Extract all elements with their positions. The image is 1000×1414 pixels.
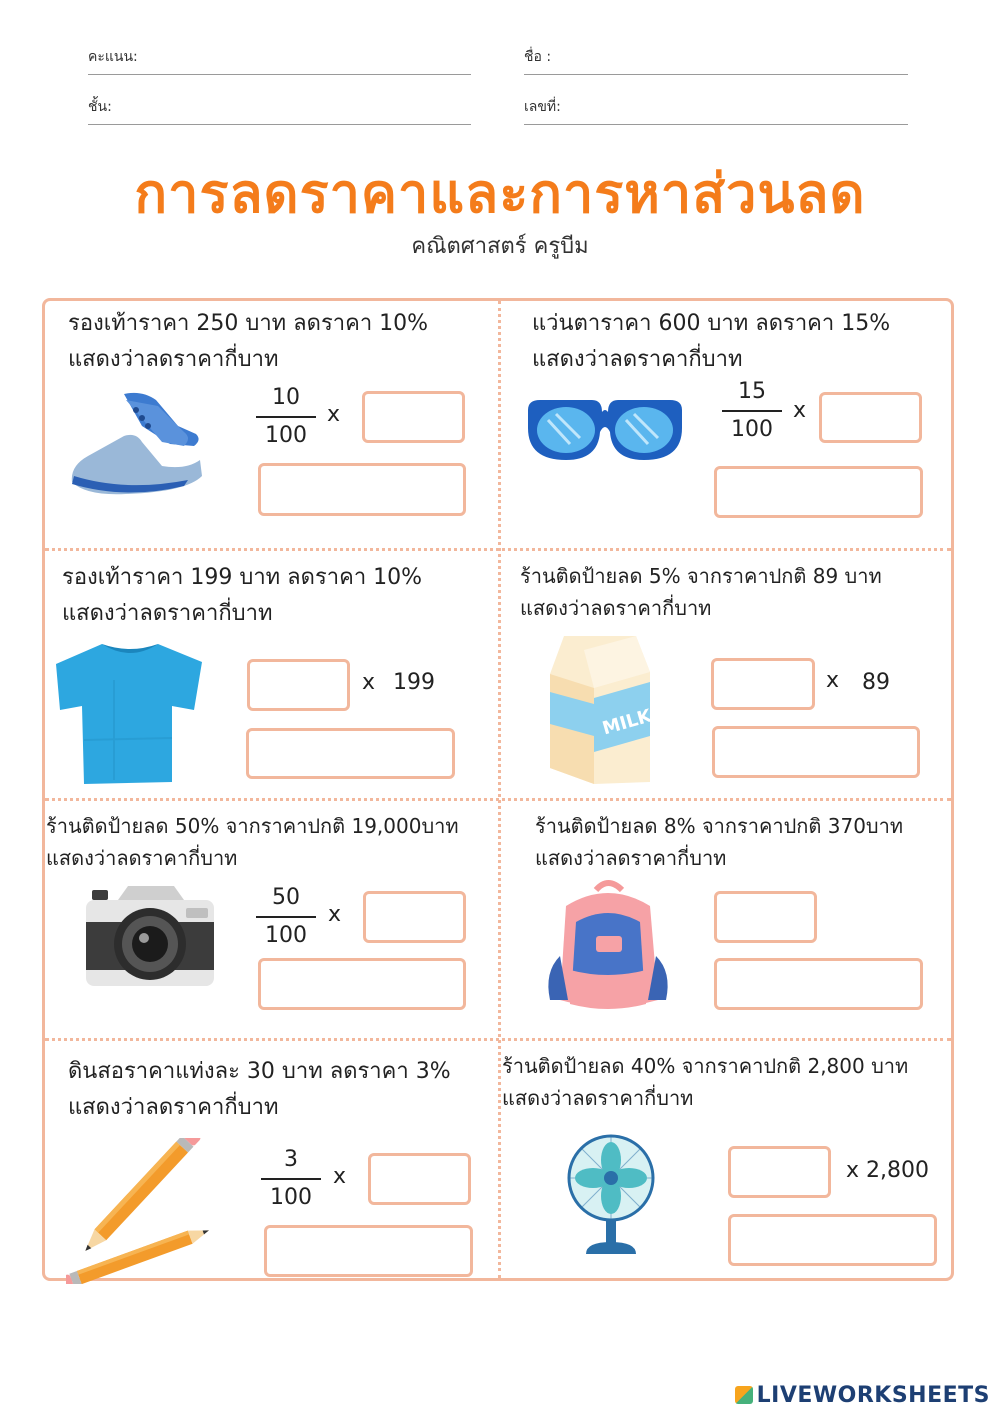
row-divider-3 [45,1038,951,1041]
problem-1-answer-box-a[interactable] [362,391,465,443]
problem-8-text: ร้านติดป้ายลด 40% จากราคาปกติ 2,800 บาท แสดงว่าลดราคากี่บาท [502,1054,909,1110]
score-line[interactable] [88,74,471,75]
score-label: คะแนน: [88,49,138,65]
row-divider-1 [45,548,951,551]
problem-1-answer-box-b[interactable] [258,463,466,516]
problem-3-times: x [362,670,376,695]
problem-6-text: ร้านติดป้ายลด 8% จากราคาปกติ 370บาท แสดงว่าลดราคากี่บาท [535,814,904,870]
problem-6-answer-box-b[interactable] [714,958,923,1010]
sunglasses-icon [526,398,684,464]
problem-3-answer-box-a[interactable] [247,659,350,711]
fan-icon [566,1134,656,1256]
milk-carton-icon: MILK [544,632,656,786]
problem-2-answer-box-a[interactable] [819,392,922,443]
brand-mark-icon [735,1386,753,1404]
row-divider-2 [45,798,951,801]
problem-4-answer-box-a[interactable] [711,658,815,710]
class-line[interactable] [88,124,471,125]
problem-7-answer-box-a[interactable] [368,1153,471,1205]
page-title: การลดราคาและการหาส่วนลด [134,162,866,225]
problem-4-text: ร้านติดป้ายลด 5% จากราคาปกติ 89 บาท แสดงว่าลดราคากี่บาท [520,564,882,620]
problem-7-text: ดินสอราคาแท่งละ 30 บาท ลดราคา 3% แสดงว่าลดราคากี่บาท [68,1059,451,1120]
problem-1-times: x [327,402,341,427]
problem-8-times-multiplier: x 2,800 [846,1158,929,1183]
problem-3-answer-box-b[interactable] [246,728,455,779]
problem-7-answer-box-b[interactable] [264,1225,473,1277]
problem-5-fraction: 50 100 [256,884,316,950]
problem-2-text: แว่นตาราคา 600 บาท ลดราคา 15% แสดงว่าลดราคากี่บาท [532,311,891,372]
problem-3-text: รองเท้าราคา 199 บาท ลดราคา 10% แสดงว่าลดราคากี่บาท [62,565,423,626]
problem-4-times: x [826,668,840,693]
problem-2-answer-box-b[interactable] [714,466,923,518]
problem-1-fraction: 10 100 [256,384,316,450]
problem-3-multiplier: 199 [393,670,435,695]
problem-5-times: x [328,902,342,927]
problem-1-text: รองเท้าราคา 250 บาท ลดราคา 10% แสดงว่าลดราคากี่บาท [68,311,429,372]
shoe-icon [66,386,206,502]
pencils-icon [66,1138,216,1284]
name-label: ชื่อ : [524,49,552,65]
problem-5-text: ร้านติดป้ายลด 50% จากราคาปกติ 19,000บาท แสดงว่าลดราคากี่บาท [46,814,459,870]
liveworksheets-logo: LIVEWORKSHEETS [735,1383,990,1408]
problem-2-times: x [793,398,807,423]
problem-7-times: x [333,1164,347,1189]
backpack-icon [540,876,676,1016]
number-label: เลขที่: [524,99,561,115]
problem-5-answer-box-a[interactable] [363,891,466,943]
vertical-divider [498,301,501,1278]
problem-2-fraction: 15 100 [722,378,782,444]
problem-7-fraction: 3 100 [261,1146,321,1212]
problem-4-multiplier: 89 [862,670,890,695]
number-line[interactable] [524,124,908,125]
page-subtitle: คณิตศาสตร์ ครูบีม [411,234,589,259]
problem-6-answer-box-a[interactable] [714,891,817,943]
class-label: ชั้น: [88,99,112,115]
name-line[interactable] [524,74,908,75]
problem-4-answer-box-b[interactable] [712,726,920,778]
problem-8-answer-box-b[interactable] [728,1214,937,1266]
problem-5-answer-box-b[interactable] [258,958,466,1010]
problem-8-answer-box-a[interactable] [728,1146,831,1198]
camera-icon [82,882,218,990]
tshirt-icon [54,640,206,786]
